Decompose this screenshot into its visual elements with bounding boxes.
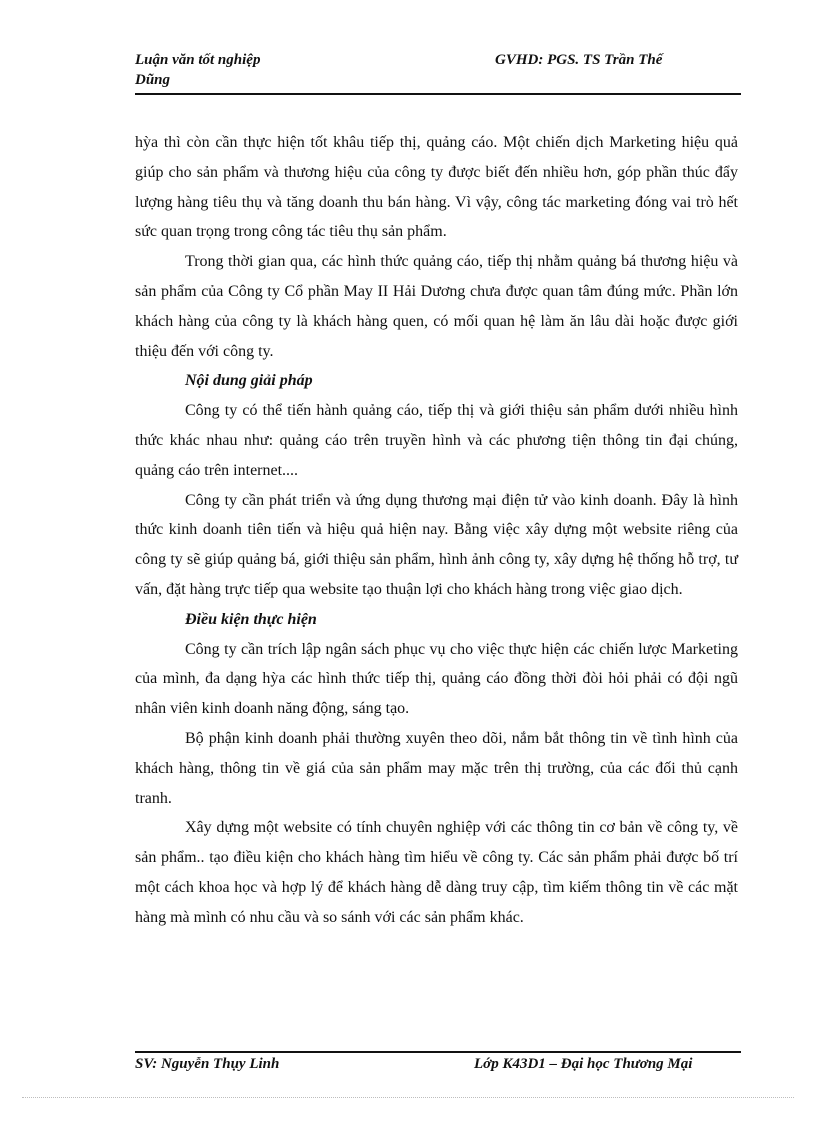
footer-student: SV: Nguyễn Thụy Linh [135,1056,280,1072]
subheading-implementation-conditions: Điều kiện thực hiện [185,610,317,628]
header-divider [135,93,741,95]
paragraph-marketing-intro: hỳa thì còn cần thực hiện tốt khâu tiếp thị, quảng cáo. Một chiến dịch Marketing hiệu quả giúp cho sản phẩm và thương hiệu của công ty được biết đến nhiều hơn, góp phần thúc đẩy lượng hàng tiêu thụ và tăng doanh thu bán hàng. Vì vậy, công tác marketing đóng vai trò hết sức quan trọng trong công tác tiêu thụ sản phẩm. [135,134,738,241]
paragraph-monitoring: Bộ phận kinh doanh phải thường xuyên theo dõi, nắm bắt thông tin về tình hình của khách hàng, thông tin về giá của sản phẩm may mặc trên thị trường, của các đối thủ cạnh tranh. [135,729,738,807]
paragraph-advertising-forms: Công ty có thể tiến hành quảng cáo, tiếp thị và giới thiệu sản phẩm dưới nhiều hình thức khác nhau như: quảng cáo trên truyền hình và các phương tiện thông tin đại chúng, quảng cáo trên internet.... [135,402,738,479]
paragraph-current-situation: Trong thời gian qua, các hình thức quảng cáo, tiếp thị nhằm quảng bá thương hiệu và sản phẩm của Công ty Cổ phần May II Hải Dương chưa được quan tâm đúng mức. Phần lớn khách hàng của công ty là khách hàng quen, có mối quan hệ làm ăn lâu dài hoặc được giới thiệu đến với công ty. [135,253,738,360]
header-advisor: GVHD: PGS. TS Trần Thế [495,52,663,68]
paragraph-budget: Công ty cần trích lập ngân sách phục vụ cho việc thực hiện các chiến lược Marketing của mình, đa dạng hỳa các hình thức tiếp thị, quảng cáo đồng thời đòi hỏi phải có đội ngũ nhân viên kinh doanh năng động, sáng tạo. [135,640,738,718]
header-thesis-title: Luận văn tốt nghiệp [135,52,261,68]
header-advisor-name-continued: Dũng [135,72,171,88]
subheading-solution-content: Nội dung giải pháp [185,372,313,390]
paragraph-ecommerce: Công ty cần phát triển và ứng dụng thương mại điện tử vào kinh doanh. Đây là hình thức kinh doanh tiên tiến và hiệu quả hiện nay. Bằng việc xây dựng một website riêng của công ty sẽ giúp quảng bá, giới thiệu sản phẩm, hình ảnh công ty, xây dựng hệ thống hỗ trợ, tư vấn, đặt hàng trực tiếp qua website tạo thuận lợi cho khách hàng trong việc giao dịch. [135,491,738,598]
document-body [135,128,738,933]
page-header [135,50,740,92]
footer-divider [135,1051,741,1053]
paragraph-website: Xây dựng một website có tính chuyên nghiệp với các thông tin cơ bản về công ty, về sản phẩm.. tạo điều kiện cho khách hàng tìm hiểu về công ty. Các sản phẩm phải được bố trí một cách khoa học và hợp lý để khách hàng dễ dàng truy cập, tìm kiếm thông tin về các mặt hàng mà mình có nhu cầu và so sánh với các sản phẩm khác. [135,819,738,926]
page-bottom-dotted-line [22,1097,794,1098]
footer-class: Lớp K43D1 – Đại học Thương Mại [474,1056,693,1072]
